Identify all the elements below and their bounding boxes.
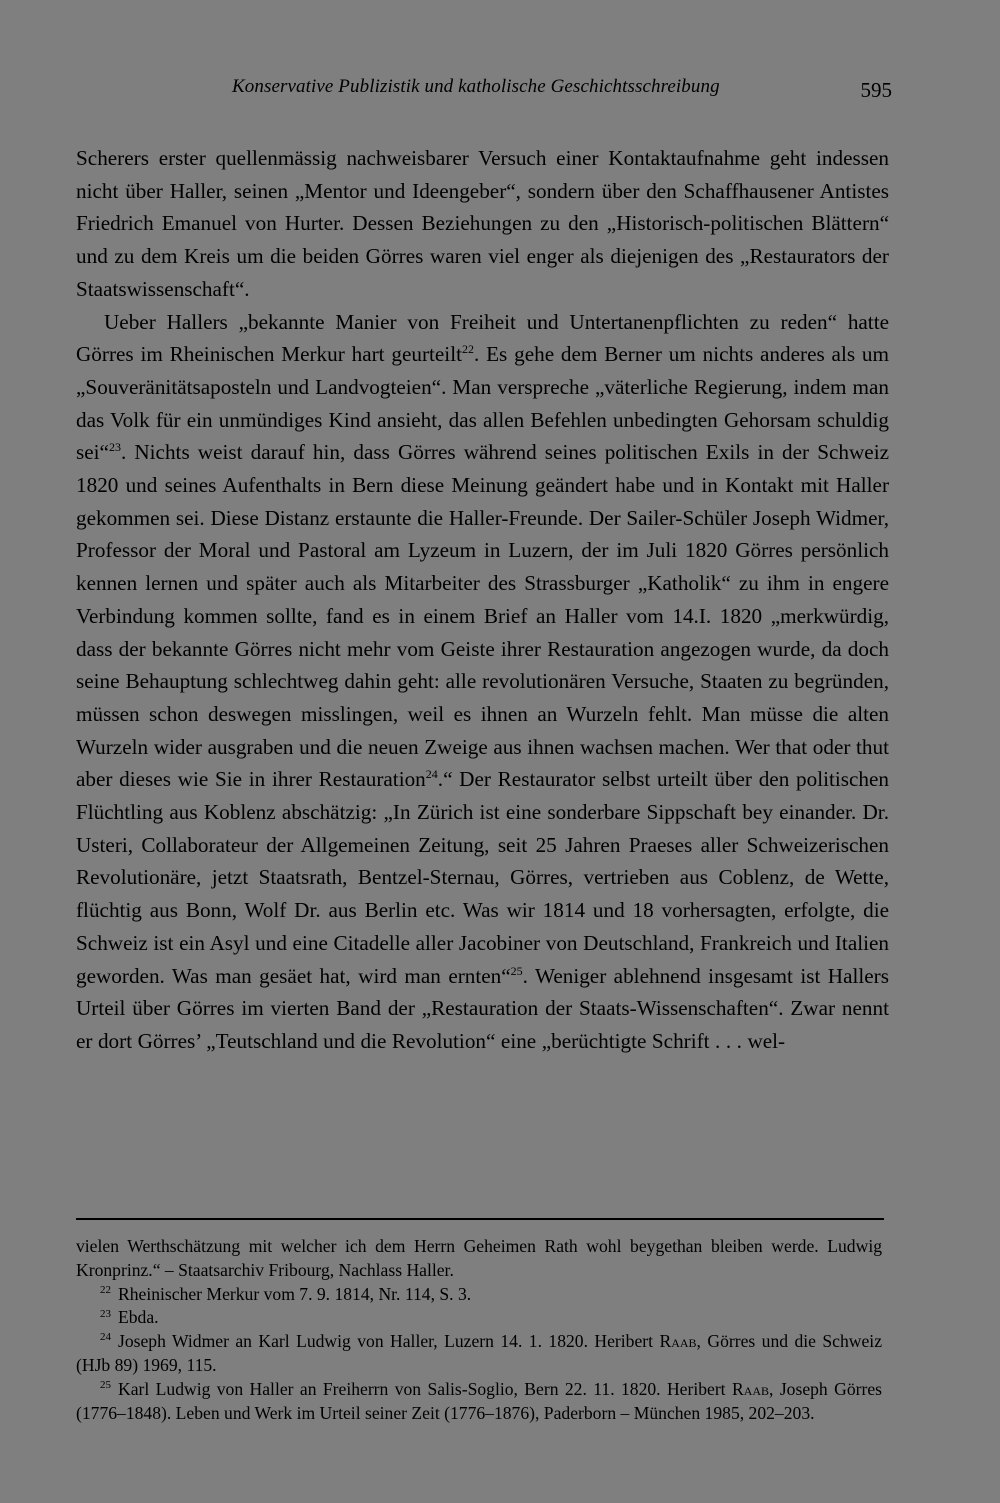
main-text xyxy=(76,142,889,1058)
page-header xyxy=(78,76,892,112)
footnote-number: 22 xyxy=(100,1283,111,1296)
text-run: .“ Der Restaurator selbst urteilt über den politischen Flüchtling aus Koblenz abschätzig: „In Zürich ist eine sonderbare Sippschaft bey einander. Dr. Usteri, Collaborateur der Allgemeinen Zeitung, seit 25 Jahren Praeses aller Schweizerischen Revolutionäre, jetzt Staatsrath, Bentzel-Sternau, Görres, vertrieben aus Coblenz, de Wette, flüchtig aus Bonn, Wolf Dr. aus Berlin etc. Was wir 1814 und 18 vorhersagten, erfolgte, die Schweiz ist ein Asyl und eine Citadelle aller Jacobiner von Deutschland, Frankreich und Italien geworden. Was man gesäet hat, wird man ernten“ xyxy=(76,767,889,988)
paragraph-2 xyxy=(76,306,889,1058)
footnote-text: Joseph Widmer an Karl Ludwig von Haller, Luzern 14. 1. 1820. Heribert xyxy=(118,1331,654,1352)
footnote-24 xyxy=(76,1330,882,1378)
footnote-text: Karl Ludwig von Haller an Freiherrn von Salis-Soglio, Bern 22. 11. 1820. Heribert xyxy=(118,1378,726,1399)
author-name: Raab xyxy=(731,1378,770,1399)
text-run: Ueber Hallers „bekannte Manier von Freiheit und Untertanenpflichten zu reden“ hatte Görres im Rheinischen Merkur hart geurteilt xyxy=(76,309,889,367)
footnote-number: 24 xyxy=(100,1331,111,1344)
page-number: 595 xyxy=(860,78,892,102)
footnote-text: Ebda. xyxy=(118,1307,159,1328)
footnote-continuation: vielen Werthschätzung mit welcher ich dem Herrn Geheimen Rath wohl beygethan bleiben werde. Ludwig Kronprinz.“ – Staatsarchiv Fribourg, Nachlass Haller. xyxy=(76,1236,882,1280)
footnote-23 xyxy=(76,1306,882,1330)
footnote-25 xyxy=(76,1378,882,1426)
footnote-text: Rheinischer Merkur vom 7. 9. 1814, Nr. 114, S. 3. xyxy=(118,1283,472,1304)
text-run: . Es gehe dem Berner um nichts anderes als um „Souveränitätsaposteln und Landvogteien“. Man verspreche „väterliche Regierung, indem man das Volk für ein unmündiges Kind ansieht, das allen Befehlen unbedingten Gehorsam schuldig sei“ xyxy=(76,342,889,465)
footnote-text: , Görres und die Schweiz (HJb 89) 1969, 115. xyxy=(76,1331,883,1375)
footnote-number: 25 xyxy=(100,1378,111,1391)
running-head: Konservative Publizistik und katholische Geschichtsschreibung xyxy=(232,76,720,97)
text-run: . Nichts weist darauf hin, dass Görres während seines politischen Exils in der Schweiz 1820 und seines Aufenthalts in Bern diese Meinung geändert habe und in Kontakt mit Haller gekommen sei. Diese Distanz erstaunte die Haller-Freunde. Der Sailer-Schüler Joseph Widmer, Professor der Moral und Pastoral am Lyzeum in Luzern, der im Juli 1820 Görres persönlich kennen lernen und später auch als Mitarbeiter des Strassburger „Katholik“ zu ihm in engere Verbindung kommen sollte, fand es in einem Brief an Haller vom 14.I. 1820 „merkwürdig, dass der bekannte Görres nicht mehr vom Geiste ihrer Restauration angezogen wurde, da doch seine Behauptung schlechtweg dahin geht: alle revolutionären Versuche, Staaten zu begründen, müssen schon deswegen misslingen, weil es ihnen an Wurzeln fehlt. Man müsse die alten Wurzeln wider ausgraben und die neuen Zweige aus ihnen wachsen machen. Wer that oder thut aber dieses wie Sie in ihrer Restauration xyxy=(76,440,889,792)
paragraph-1: Scherers erster quellenmässig nachweisbarer Versuch einer Kontaktaufnahme geht indessen nicht über Haller, seinen „Mentor und Ideengeber“, sondern über den Schaffhausener Antistes Friedrich Emanuel von Hurter. Dessen Beziehungen zu den „Historisch-politischen Blättern“ und zu dem Kreis um die beiden Görres waren viel enger als diejenigen des „Restaurators der Staatswissenschaft“. xyxy=(76,146,889,301)
footnote-text: , Joseph Görres (1776–1848). Leben und Werk im Urteil seiner Zeit (1776–1876), Paderborn – München 1985, 202–203. xyxy=(76,1378,882,1423)
footnote-ref-25: 25 xyxy=(510,963,523,978)
footnote-ref-23: 23 xyxy=(108,440,121,455)
footnote-number: 23 xyxy=(100,1307,111,1320)
footnote-separator xyxy=(76,1218,884,1220)
footnote-22 xyxy=(76,1283,882,1307)
footnote-ref-24: 24 xyxy=(425,767,438,782)
text-run: . Weniger ablehnend insgesamt ist Hallers Urteil über Görres im vierten Band der „Restauration der Staats-Wissenschaften“. Zwar nennt er dort Görres’ „Teutschland und die Revolution“ eine „berüchtigte Schrift . . . wel- xyxy=(76,963,889,1053)
footnotes xyxy=(76,1235,882,1425)
footnote-ref-22: 22 xyxy=(461,342,474,357)
author-name: Raab xyxy=(659,1331,697,1352)
